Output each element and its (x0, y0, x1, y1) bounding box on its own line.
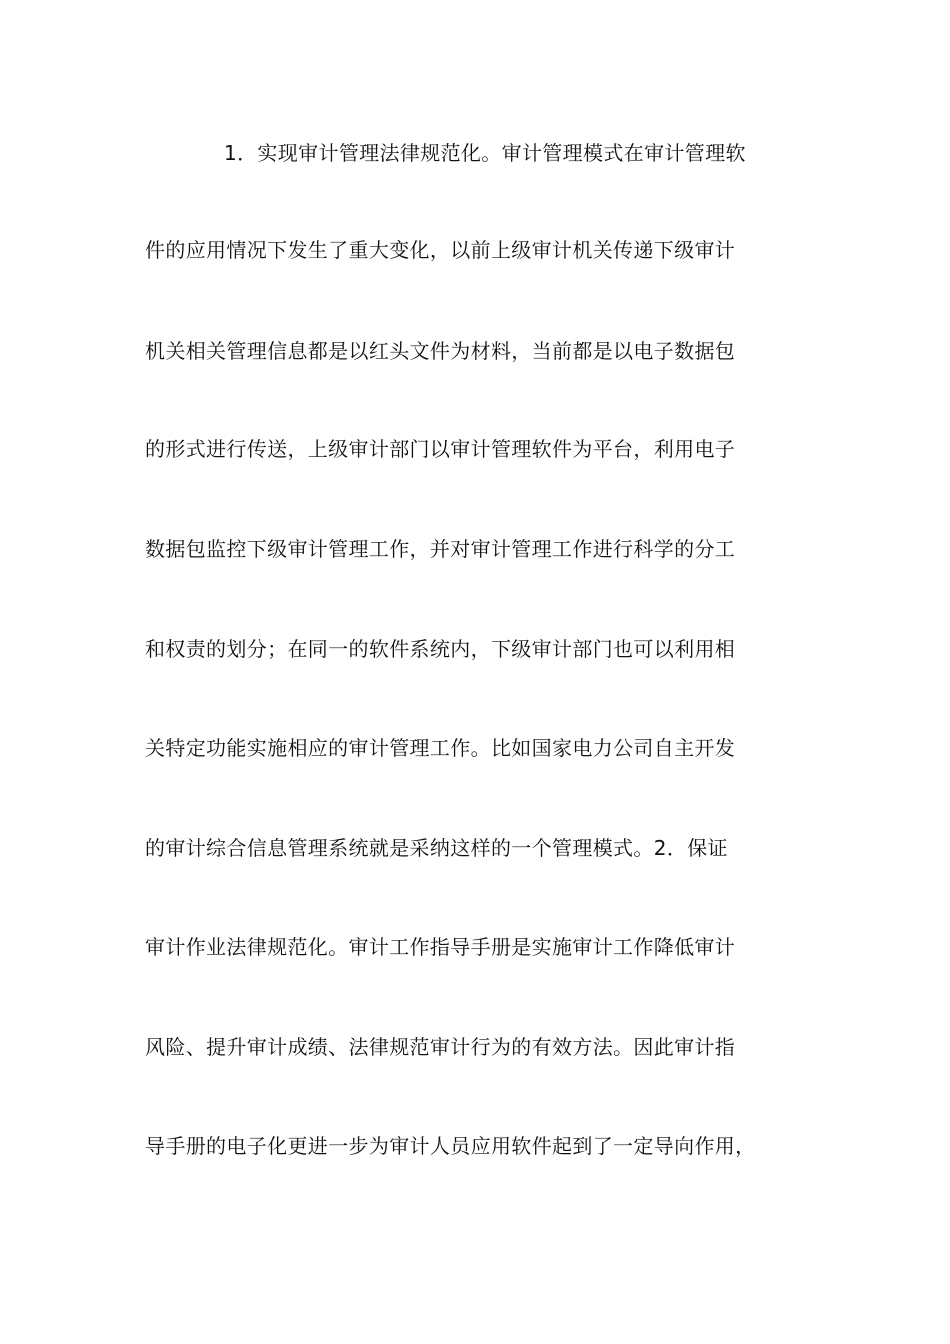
paragraph-line-8: 的审计综合信息管理系统就是采纳这样的一个管理模式。2．保证 (145, 836, 728, 860)
paragraph-line-1: 1．实现审计管理法律规范化。审计管理模式在审计管理软 (224, 141, 746, 165)
paragraph-line-11: 导手册的电子化更进一步为审计人员应用软件起到了一定导向作用， (145, 1134, 756, 1158)
paragraph-line-5: 数据包监控下级审计管理工作，并对审计管理工作进行科学的分工 (145, 537, 736, 561)
paragraph-line-6: 和权责的划分；在同一的软件系统内，下级审计部门也可以利用相 (145, 637, 736, 661)
paragraph-line-7: 关特定功能实施相应的审计管理工作。比如国家电力公司自主开发 (145, 736, 736, 760)
paragraph-line-4: 的形式进行传送，上级审计部门以审计管理软件为平台，利用电子 (145, 437, 736, 461)
paragraph-line-2: 件的应用情况下发生了重大变化，以前上级审计机关传递下级审计 (145, 238, 736, 262)
paragraph-line-9: 审计作业法律规范化。审计工作指导手册是实施审计工作降低审计 (145, 935, 736, 959)
paragraph-line-3: 机关相关管理信息都是以红头文件为材料，当前都是以电子数据包 (145, 339, 736, 363)
paragraph-line-10: 风险、提升审计成绩、法律规范审计行为的有效方法。因此审计指 (145, 1035, 736, 1059)
